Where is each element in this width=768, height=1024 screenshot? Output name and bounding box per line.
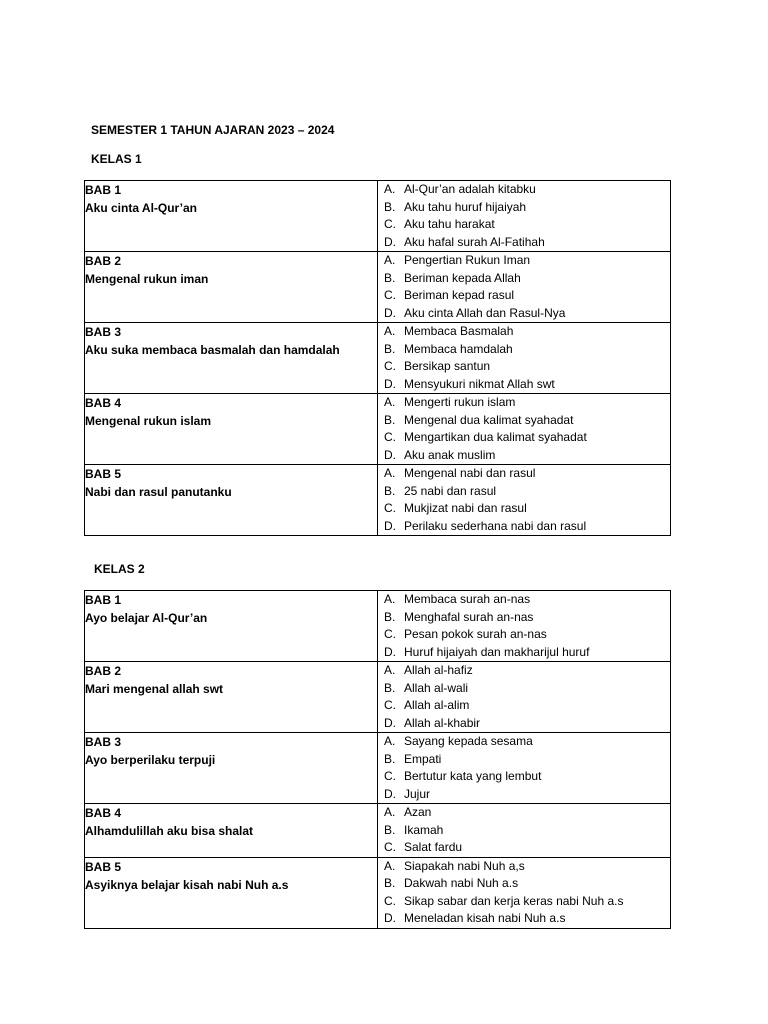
topic-item — [378, 376, 670, 394]
topic-text: Beriman kepada Allah — [404, 270, 521, 285]
topic-letter: A. — [384, 734, 396, 748]
topic-item — [378, 875, 670, 893]
topic-text: Aku tahu huruf hijaiyah — [404, 199, 527, 214]
topic-letter: D. — [384, 715, 396, 730]
topic-item — [378, 662, 670, 680]
bab-number: BAB 2 — [85, 664, 122, 678]
kelas-2-heading: KELAS 2 — [94, 562, 145, 576]
topic-letter: D. — [384, 305, 396, 320]
topic-text: Ikamah — [404, 822, 444, 837]
topic-item — [378, 287, 670, 305]
topic-letter: C. — [384, 217, 396, 231]
bab-number: BAB 3 — [85, 325, 122, 339]
topic-text: Allah al-khabir — [404, 715, 481, 730]
topic-letter: D. — [384, 518, 396, 533]
topics-cell — [378, 252, 671, 323]
topic-item — [378, 358, 670, 376]
topic-letter: D. — [384, 644, 396, 659]
topic-list — [378, 181, 670, 251]
topic-letter: A. — [384, 592, 396, 606]
topic-text: 25 nabi dan rasul — [404, 483, 497, 498]
topic-text: Mengenal dua kalimat syahadat — [404, 412, 574, 427]
topic-text: Pesan pokok surah an-nas — [404, 627, 547, 641]
bab-number: BAB 3 — [85, 735, 122, 749]
topic-letter: B. — [384, 341, 396, 356]
topic-letter: B. — [384, 876, 396, 890]
bab-title: Mengenal rukun iman — [85, 272, 209, 286]
topic-item — [378, 910, 670, 928]
bab-number: BAB 4 — [85, 806, 122, 820]
bab-cell — [85, 804, 378, 858]
topic-text: Meneladan kisah nabi Nuh a.s — [404, 911, 566, 925]
topic-letter: A. — [384, 663, 396, 677]
bab-number: BAB 5 — [85, 467, 122, 481]
topic-text: Membaca Basmalah — [404, 324, 514, 338]
topic-text: Empati — [404, 751, 442, 766]
bab-title: Asyiknya belajar kisah nabi Nuh a.s — [85, 877, 289, 892]
topic-text: Membaca surah an-nas — [404, 592, 531, 606]
topic-letter: B. — [384, 483, 396, 498]
page-title: SEMESTER 1 TAHUN AJARAN 2023 – 2024 — [91, 123, 335, 137]
topic-text: Al-Qur’an adalah kitabku — [404, 182, 536, 196]
bab-cell — [85, 662, 378, 733]
topic-list — [378, 465, 670, 535]
topic-text: Membaca hamdalah — [404, 341, 513, 356]
bab-row — [85, 181, 671, 252]
topic-letter: D. — [384, 911, 396, 925]
bab-cell — [85, 252, 378, 323]
topic-item — [378, 804, 670, 822]
topic-letter: A. — [384, 324, 396, 338]
topic-item — [378, 216, 670, 234]
topic-text: Menghafal surah an-nas — [404, 609, 534, 624]
topic-item — [378, 822, 670, 840]
topics-cell — [378, 733, 671, 804]
topic-item — [378, 680, 670, 698]
topic-text: Sayang kepada sesama — [404, 734, 533, 748]
topic-letter: C. — [384, 430, 396, 444]
topic-text: Dakwah nabi Nuh a.s — [404, 876, 519, 890]
bab-number: BAB 5 — [85, 859, 122, 874]
topic-letter: A. — [384, 466, 396, 480]
topic-item — [378, 323, 670, 341]
bab-number: BAB 1 — [85, 183, 122, 197]
topic-letter: C. — [384, 501, 396, 515]
topic-text: Jujur — [404, 786, 431, 801]
bab-number: BAB 4 — [85, 396, 122, 410]
topic-letter: B. — [384, 751, 396, 766]
bab-row — [85, 394, 671, 465]
bab-cell — [85, 733, 378, 804]
bab-title: Aku cinta Al-Qur’an — [85, 201, 198, 215]
topic-letter: A. — [384, 805, 396, 819]
topic-text: Allah al-hafiz — [404, 663, 473, 677]
topic-item — [378, 644, 670, 662]
topic-item — [378, 305, 670, 323]
bab-title: Ayo berperilaku terpuji — [85, 753, 216, 767]
bab-title: Alhamdulillah aku bisa shalat — [85, 824, 254, 838]
topic-item — [378, 394, 670, 412]
topic-list — [378, 252, 670, 322]
topic-text: Bertutur kata yang lembut — [404, 769, 542, 783]
topic-item — [378, 609, 670, 627]
topic-text: Allah al-wali — [404, 680, 469, 695]
topic-item — [378, 893, 670, 911]
topics-cell — [378, 662, 671, 733]
topic-item — [378, 412, 670, 430]
topic-item — [378, 715, 670, 733]
topic-list — [378, 323, 670, 393]
topic-text: Mengenal nabi dan rasul — [404, 466, 536, 480]
topic-text: Perilaku sederhana nabi dan rasul — [404, 518, 587, 533]
topic-letter: D. — [384, 786, 396, 801]
kelas-1-heading: KELAS 1 — [91, 152, 142, 166]
topic-item — [378, 626, 670, 644]
topic-letter: D. — [384, 234, 396, 249]
topic-text: Huruf hijaiyah dan makharijul huruf — [404, 644, 590, 659]
topic-text: Aku hafal surah Al-Fatihah — [404, 234, 545, 249]
topic-text: Salat fardu — [404, 840, 463, 854]
bab-cell — [85, 465, 378, 536]
topic-item — [378, 858, 670, 876]
bab-row — [85, 591, 671, 662]
topic-item — [378, 697, 670, 715]
topic-letter: D. — [384, 447, 396, 462]
topic-letter: C. — [384, 893, 396, 908]
topics-cell — [378, 323, 671, 394]
bab-row — [85, 465, 671, 536]
topic-letter: B. — [384, 822, 396, 837]
topic-text: Mengartikan dua kalimat syahadat — [404, 430, 587, 444]
topic-text: Pengertian Rukun Iman — [404, 253, 531, 267]
topics-cell — [378, 181, 671, 252]
bab-row — [85, 857, 671, 928]
topic-letter: C. — [384, 359, 396, 373]
bab-cell — [85, 857, 378, 928]
topic-letter: C. — [384, 698, 396, 712]
bab-cell — [85, 181, 378, 252]
topics-cell — [378, 394, 671, 465]
topic-item — [378, 465, 670, 483]
topic-list — [378, 733, 670, 803]
bab-row — [85, 323, 671, 394]
topic-item — [378, 768, 670, 786]
bab-cell — [85, 591, 378, 662]
topics-cell — [378, 804, 671, 858]
topic-list — [378, 591, 670, 661]
bab-title: Mari mengenal allah swt — [85, 682, 224, 696]
topic-letter: B. — [384, 412, 396, 427]
topic-letter: B. — [384, 270, 396, 285]
topic-letter: B. — [384, 199, 396, 214]
topic-letter: A. — [384, 253, 396, 267]
topic-text: Mensyukuri nikmat Allah swt — [404, 376, 555, 391]
topic-item — [378, 429, 670, 447]
topic-item — [378, 500, 670, 518]
topic-letter: A. — [384, 182, 396, 196]
topic-letter: C. — [384, 769, 396, 783]
topic-item — [378, 181, 670, 199]
bab-row — [85, 252, 671, 323]
topics-cell — [378, 465, 671, 536]
topic-text: Sikap sabar dan kerja keras nabi Nuh a.s — [404, 893, 624, 908]
bab-row — [85, 804, 671, 858]
topic-text: Mengerti rukun islam — [404, 395, 516, 409]
bab-title: Ayo belajar Al-Qur’an — [85, 611, 208, 625]
topic-letter: A. — [384, 858, 396, 873]
topic-item — [378, 751, 670, 769]
topic-item — [378, 839, 670, 857]
bab-cell — [85, 323, 378, 394]
topic-list — [378, 662, 670, 732]
topic-text: Bersikap santun — [404, 359, 491, 373]
topics-cell — [378, 857, 671, 928]
topic-list — [378, 858, 670, 928]
topic-text: Siapakah nabi Nuh a,s — [404, 858, 525, 873]
topic-text: Beriman kepad rasul — [404, 288, 515, 302]
bab-title: Aku suka membaca basmalah dan hamdalah — [85, 343, 340, 357]
kelas-2-table — [84, 590, 671, 929]
topics-cell — [378, 591, 671, 662]
bab-title: Nabi dan rasul panutanku — [85, 485, 232, 499]
kelas-1-table — [84, 180, 671, 536]
topic-list — [378, 394, 670, 464]
topic-item — [378, 252, 670, 270]
topic-item — [378, 733, 670, 751]
bab-row — [85, 662, 671, 733]
topic-text: Azan — [404, 805, 432, 819]
topic-item — [378, 234, 670, 252]
topic-item — [378, 447, 670, 465]
bab-number: BAB 2 — [85, 254, 122, 268]
bab-number: BAB 1 — [85, 593, 122, 607]
topic-item — [378, 199, 670, 217]
topic-item — [378, 270, 670, 288]
topic-letter: C. — [384, 840, 396, 854]
topic-item — [378, 483, 670, 501]
bab-title: Mengenal rukun islam — [85, 414, 212, 428]
topic-text: Mukjizat nabi dan rasul — [404, 501, 527, 515]
bab-cell — [85, 394, 378, 465]
topic-list — [378, 804, 670, 857]
topic-letter: A. — [384, 395, 396, 409]
topic-item — [378, 341, 670, 359]
topic-letter: D. — [384, 376, 396, 391]
topic-item — [378, 518, 670, 536]
topic-text: Aku cinta Allah dan Rasul-Nya — [404, 305, 566, 320]
topic-text: Aku anak muslim — [404, 447, 496, 462]
topic-letter: B. — [384, 680, 396, 695]
bab-row — [85, 733, 671, 804]
topic-letter: C. — [384, 627, 396, 641]
topic-letter: B. — [384, 609, 396, 624]
topic-text: Allah al-alim — [404, 698, 470, 712]
topic-text: Aku tahu harakat — [404, 217, 495, 231]
topic-item — [378, 591, 670, 609]
topic-letter: C. — [384, 288, 396, 302]
topic-item — [378, 786, 670, 804]
